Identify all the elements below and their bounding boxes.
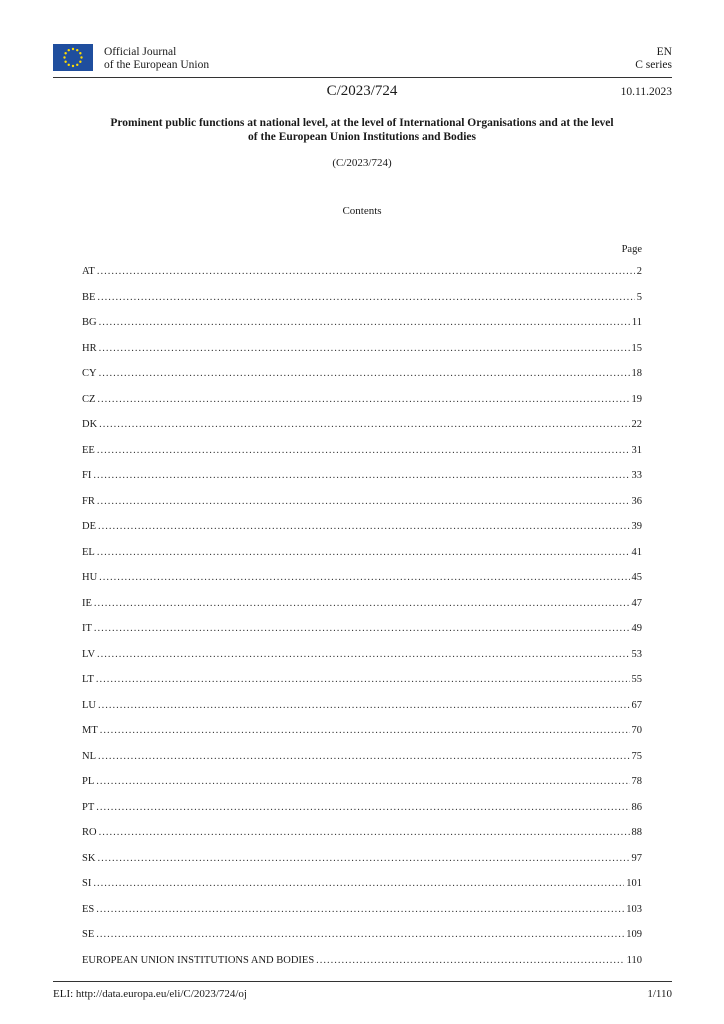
toc-entry-label: HU [82,572,98,583]
eu-star [79,61,81,63]
toc-entry[interactable] [82,394,642,420]
toc-entry[interactable] [82,368,642,394]
header-divider [53,77,672,78]
journal-line-1: Official Journal [104,46,177,58]
toc-entry-page: 109 [626,929,642,940]
toc-entry-label: CZ [82,393,96,405]
toc-leader-dots [96,674,630,685]
toc-entry[interactable] [82,827,642,853]
toc-entry[interactable] [82,878,642,904]
eu-star [80,56,82,58]
toc-entry-page: 47 [631,597,642,609]
language-series [635,46,672,72]
toc-leader-dots [96,929,624,940]
eu-star [79,52,81,54]
toc-entry-page: 49 [631,623,642,634]
toc-leader-dots [97,547,630,558]
eu-star [64,52,66,54]
toc-leader-dots [97,266,635,277]
toc-leader-dots [98,751,630,762]
toc-entry-label: IT [82,623,92,634]
eu-star [63,56,65,58]
toc-entry-page: 39 [631,521,642,532]
toc-entry-page: 45 [631,572,642,583]
toc-entry-page: 5 [636,291,642,303]
toc-entry-label: FR [82,495,95,507]
toc-entry-label: SI [82,878,92,889]
toc-entry-page: 18 [631,368,642,379]
toc-entry[interactable] [82,674,642,700]
eu-stars-icon [53,44,93,71]
toc-entry-page: 36 [631,495,642,507]
eu-star [68,64,70,66]
toc-leader-dots [93,470,629,481]
toc-entry[interactable] [82,802,642,828]
toc-entry-label: ES [82,903,95,915]
toc-leader-dots [97,445,630,456]
page-column-label: Page [621,244,642,255]
toc-leader-dots [96,776,629,787]
toc-entry-page: 53 [631,648,642,660]
toc-entry-page: 11 [631,317,642,328]
toc-entry[interactable] [82,904,642,930]
document-title: Prominent public functions at national level, at the level of International Organisations and at the level of the European Union Institutions and Bodies [110,117,614,143]
toc-entry[interactable] [82,419,642,445]
toc-entry-page: 33 [631,470,642,481]
table-of-contents [82,266,642,980]
toc-entry[interactable] [82,776,642,802]
toc-entry-page: 22 [631,419,642,430]
toc-entry-label: SK [82,852,96,864]
document-reference: (C/2023/724) [332,157,392,169]
toc-leader-dots [99,827,630,838]
eu-star [64,61,66,63]
toc-entry-label: DK [82,419,98,430]
toc-leader-dots [316,955,624,966]
toc-entry[interactable] [82,496,642,522]
eu-star [68,49,70,51]
toc-leader-dots [97,394,629,405]
toc-entry-page: 101 [626,878,642,889]
toc-entry[interactable] [82,751,642,777]
eu-flag-logo [53,44,93,71]
toc-leader-dots [96,802,629,813]
toc-leader-dots [98,521,630,532]
toc-entry-label: LV [82,648,96,660]
toc-entry[interactable] [82,598,642,624]
toc-entry[interactable] [82,725,642,751]
toc-entry[interactable] [82,853,642,879]
toc-entry-page: 15 [631,342,642,354]
toc-leader-dots [97,649,629,660]
toc-entry-page: 19 [631,393,642,405]
toc-leader-dots [94,598,630,609]
toc-entry[interactable] [82,649,642,675]
toc-leader-dots [94,623,630,634]
toc-entry[interactable] [82,317,642,343]
toc-entry-label: SE [82,929,95,940]
toc-entry-label: EE [82,444,95,456]
series-label: C series [635,59,672,71]
toc-entry-label: PT [82,801,95,813]
eu-star [72,48,74,50]
toc-entry-page: 103 [626,903,642,915]
toc-leader-dots [97,853,629,864]
toc-entry[interactable] [82,547,642,573]
eu-star [76,64,78,66]
toc-leader-dots [93,878,624,889]
toc-entry[interactable] [82,572,642,598]
toc-entry-page: 2 [636,266,642,277]
toc-entry-label: BG [82,317,97,328]
page-indicator: 1/110 [647,988,672,1000]
toc-entry[interactable] [82,623,642,649]
toc-entry-label: CY [82,368,97,379]
toc-leader-dots [100,725,630,736]
toc-leader-dots [99,419,629,430]
contents-heading: Contents [342,205,382,217]
toc-entry-label: IE [82,597,92,609]
eu-star [72,65,74,67]
document-date: 10.11.2023 [620,86,672,98]
document-number: C/2023/724 [326,83,398,99]
toc-leader-dots [98,700,630,711]
toc-leader-dots [97,292,634,303]
toc-entry-label: HR [82,342,97,354]
toc-entry-page: 41 [631,546,642,558]
toc-entry[interactable] [82,700,642,726]
toc-entry[interactable] [82,929,642,955]
toc-entry-label: BE [82,291,96,303]
toc-entry-page: 97 [631,852,642,864]
toc-entry[interactable] [82,470,642,496]
eu-star [76,49,78,51]
toc-entry-page: 75 [631,750,642,762]
toc-entry-page: 78 [631,776,642,787]
toc-entry-label: DE [82,521,96,532]
eli-link[interactable]: ELI: http://data.europa.eu/eli/C/2023/724/oj [53,988,247,1000]
toc-entry-label: PL [82,776,95,787]
toc-entry-label: FI [82,470,92,481]
toc-leader-dots [99,317,630,328]
toc-leader-dots [99,343,630,354]
toc-entry-page: 55 [631,674,642,685]
toc-entry-page: 88 [631,827,642,838]
toc-entry[interactable] [82,266,642,292]
toc-entry[interactable] [82,292,642,318]
toc-entry-label: MT [82,725,98,736]
language-code: EN [656,46,672,58]
toc-entry-page: 86 [631,801,642,813]
toc-entry[interactable] [82,445,642,471]
toc-entry-label: RO [82,827,97,838]
toc-entry-page: 110 [626,954,642,966]
toc-entry-label: EUROPEAN UNION INSTITUTIONS AND BODIES [82,954,315,966]
toc-entry[interactable] [82,955,642,981]
toc-entry-label: LU [82,699,96,711]
toc-leader-dots [99,572,629,583]
toc-leader-dots [97,496,630,507]
toc-entry-label: NL [82,750,96,762]
toc-leader-dots [96,904,624,915]
toc-entry-page: 70 [631,725,642,736]
journal-name [104,46,209,72]
toc-entry-label: LT [82,674,94,685]
toc-entry-page: 67 [631,699,642,711]
toc-leader-dots [99,368,630,379]
toc-entry-page: 31 [631,444,642,456]
footer-divider [53,981,672,982]
journal-line-2: of the European Union [104,59,210,71]
toc-entry-label: EL [82,546,95,558]
toc-entry[interactable] [82,343,642,369]
toc-entry-label: AT [82,266,95,277]
toc-entry[interactable] [82,521,642,547]
